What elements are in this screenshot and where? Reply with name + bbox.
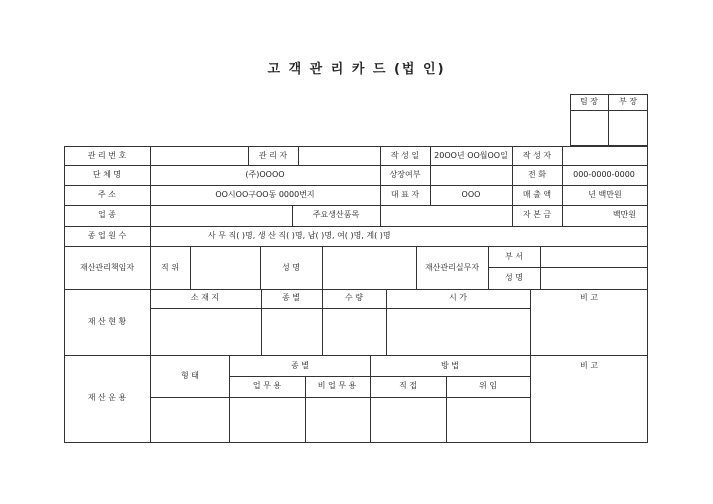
main-product-label: 주요생산품목 xyxy=(312,210,360,219)
sales-label: 매 출 액 xyxy=(522,190,552,199)
team-leader-label: 팀 장 xyxy=(580,97,598,106)
name-label: 성 명 xyxy=(282,263,300,272)
mgmt-no-label: 관 리 번 호 xyxy=(87,151,127,160)
asset-manager-label: 재산관리책임자 xyxy=(79,263,135,272)
name-label-2: 성 명 xyxy=(505,273,523,282)
industry-label: 업 종 xyxy=(98,210,116,219)
employees-value: 사 무 직( )명, 생 산 직( )명, 남( )명, 여( )명, 계( )명 xyxy=(208,231,391,240)
asset-status-label: 재 산 현 황 xyxy=(87,317,127,326)
nonbusiness-use-label: 비 업 무 용 xyxy=(317,381,357,390)
phone-label: 전 화 xyxy=(528,170,546,179)
location-header: 소 재 지 xyxy=(190,293,220,302)
author-label: 작 성 자 xyxy=(522,151,552,160)
page-title: 고 객 관 리 카 드 (법 인) xyxy=(267,62,446,77)
remarks-header: 비 고 xyxy=(580,293,598,302)
manager-label: 관 리 자 xyxy=(258,151,288,160)
listed-label: 상장여부 xyxy=(389,170,421,179)
category-header: 종 별 xyxy=(282,293,300,302)
dept-label: 부 서 xyxy=(505,252,523,261)
org-name-value: (주)OOOO xyxy=(245,170,285,179)
phone-value: 000-0000-0000 xyxy=(573,170,635,179)
address-label: 주 소 xyxy=(98,190,116,199)
created-date-label: 작 성 일 xyxy=(390,151,420,160)
ceo-value: OOO xyxy=(461,190,481,199)
type-label: 종 별 xyxy=(291,361,309,370)
created-date-value: 20OO년 OO월OO일 xyxy=(434,151,508,160)
dept-head-label: 부 장 xyxy=(619,97,637,106)
address-value: OO시OO구OO동 0000번지 xyxy=(215,190,315,199)
capital-label: 자 본 금 xyxy=(522,210,552,219)
position-label: 직 위 xyxy=(161,263,179,272)
form-label: 형 태 xyxy=(181,371,199,380)
capital-value: 백만원 xyxy=(612,210,636,219)
org-name-label: 단 체 명 xyxy=(92,170,122,179)
delegated-label: 위 임 xyxy=(479,381,497,390)
direct-label: 직 접 xyxy=(399,381,417,390)
quantity-header: 수 량 xyxy=(345,293,363,302)
market-value-header: 시 가 xyxy=(449,293,467,302)
method-label: 방 법 xyxy=(441,361,459,370)
operation-remarks-label: 비 고 xyxy=(580,361,598,370)
asset-operation-label: 재 산 운 용 xyxy=(87,393,127,402)
employees-label: 종 업 원 수 xyxy=(87,231,127,240)
business-use-label: 업 무 용 xyxy=(252,381,282,390)
sales-value: 년 백만원 xyxy=(588,190,622,199)
ceo-label: 대 표 자 xyxy=(390,190,420,199)
asset-practitioner-label: 재산관리실무자 xyxy=(424,263,480,272)
